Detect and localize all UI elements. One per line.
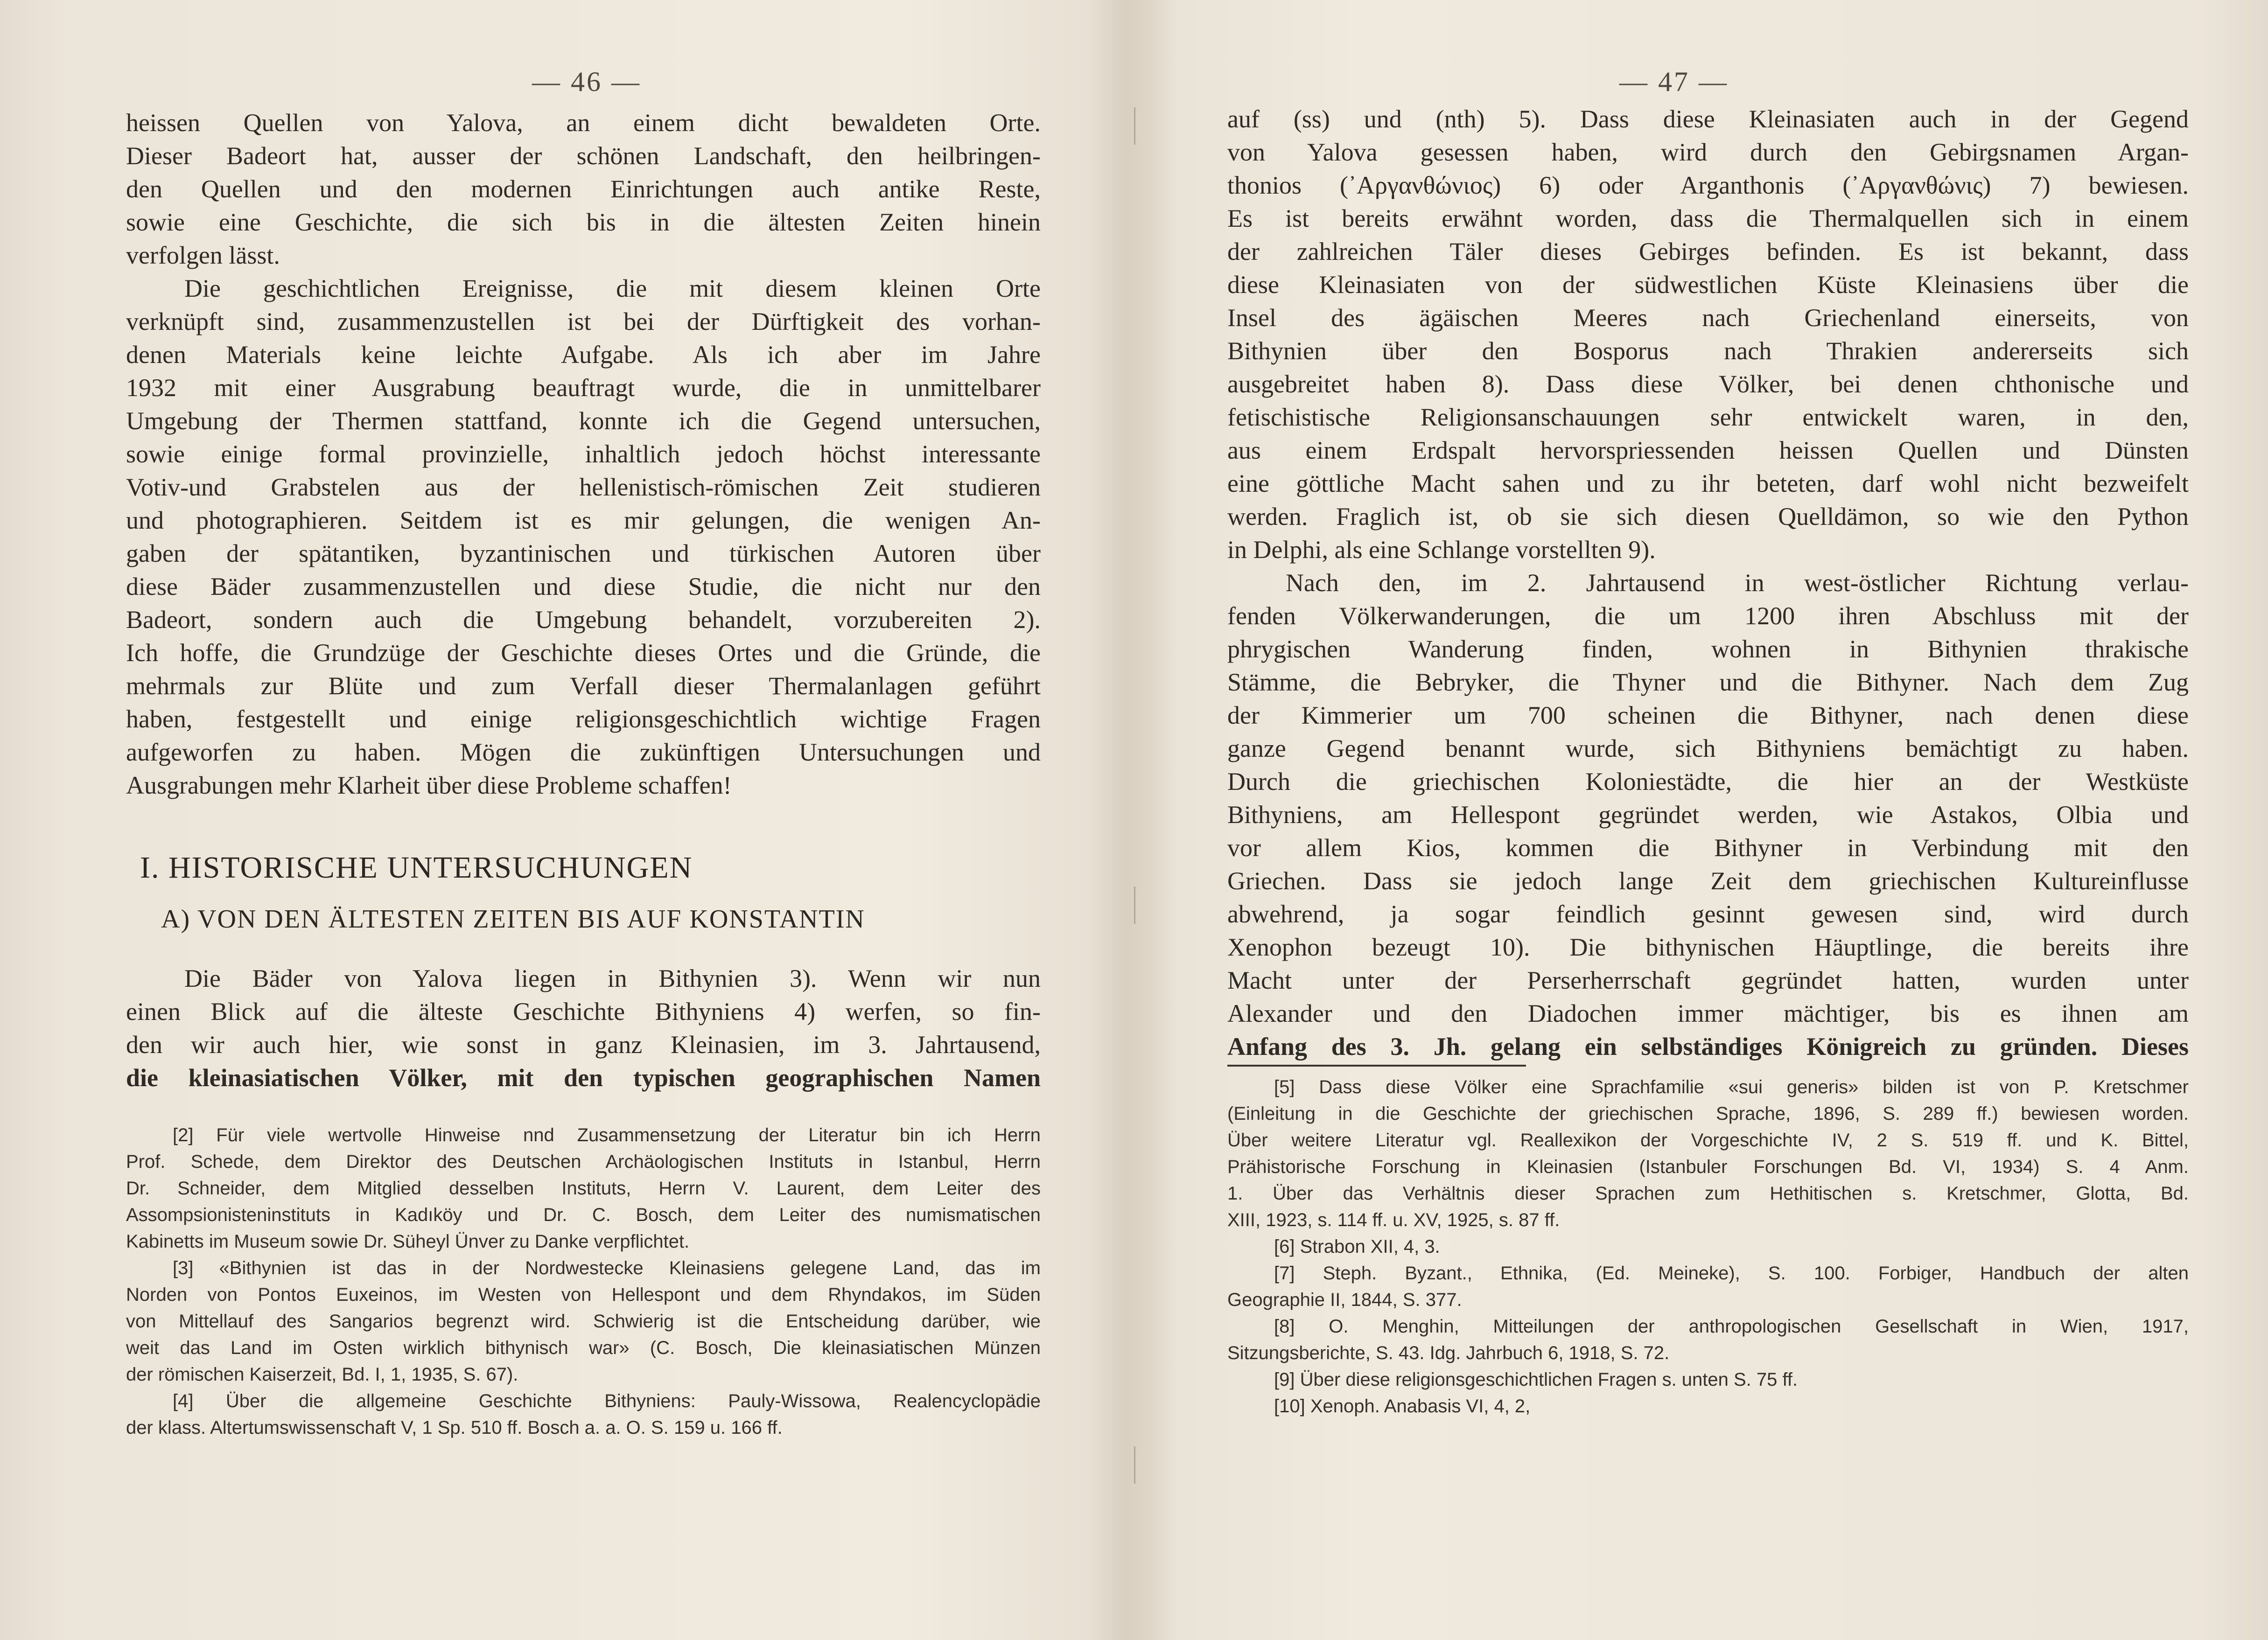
text-line: abwehrend, ja sogar feindlich gesinnt gewesen sind, wird durch [1227, 900, 2189, 928]
text-line: eine göttliche Macht sahen und zu ihr beteten, darf wohl nicht bezweifelt [1227, 469, 2189, 497]
body-text [126, 106, 1041, 802]
text-line: Badeort, sondern auch die Umgebung behandelt, vorzubereiten 2). [126, 606, 1041, 634]
footnote-line: Über weitere Literatur vgl. Reallexikon der Vorgeschichte IV, 2 S. 519 ff. und K. Bittel, [1227, 1130, 2189, 1151]
text-line: fenden Völkerwanderungen, die um 1200 ihren Abschluss mit der [1227, 602, 2189, 630]
text-line: gaben der spätantiken, byzantinischen und türkischen Autoren über [126, 539, 1041, 567]
footnote-line: Prähistorische Forschung in Kleinasien (Istanbuler Forschungen Bd. VI, 1934) S. 4 Anm. [1227, 1157, 2189, 1177]
text-line: Durch die griechischen Koloniestädte, die hier an der Westküste [1227, 768, 2189, 796]
text-line: ganze Gegend benannt wurde, sich Bithyniens bemächtigt zu haben. [1227, 734, 2189, 762]
page-number: — 46 — [532, 66, 641, 97]
text-line: Xenophon bezeugt 10). Die bithynischen Häuptlinge, die bereits ihre [1227, 933, 2189, 961]
text-line: aus einem Erdspalt hervorspriessenden heissen Quellen und Dünsten [1227, 436, 2189, 464]
text-line: Anfang des 3. Jh. gelang ein selbständiges Königreich zu gründen. Dieses [1227, 1033, 2189, 1061]
footnote-line: [6] Strabon XII, 4, 3. [1274, 1236, 1440, 1257]
text-line: der Kimmerier um 700 scheinen die Bithyner, nach denen diese [1227, 701, 2189, 729]
footnote-line: Sitzungsberichte, S. 43. Idg. Jahrbuch 6, 1918, S. 72. [1227, 1343, 1670, 1363]
text-line: Es ist bereits erwähnt worden, dass die Thermalquellen sich in einem [1227, 204, 2189, 232]
text-line: werden. Fraglich ist, ob sie sich diesen Quelldämon, so wie den Python [1227, 502, 2189, 530]
footnote-line: [8] O. Menghin, Mitteilungen der anthropologischen Gesellschaft in Wien, 1917, [1274, 1316, 2189, 1337]
text-line: Insel des ägäischen Meeres nach Griechenland einerseits, von [1227, 304, 2189, 332]
text-line: Alexander und den Diadochen immer mächtiger, bis es ihnen am [1227, 999, 2189, 1027]
text-line: Bithynien über den Bosporus nach Thrakien andererseits sich [1227, 337, 2189, 365]
text-line: Bithyniens, am Hellespont gegründet werden, wie Astakos, Olbia und [1227, 801, 2189, 829]
text-line: Griechen. Dass sie jedoch lange Zeit dem griechischen Kultureinflusse [1227, 867, 2189, 895]
text-line: thonios (᾽Αργανθώνιος) 6) oder Arganthonis (᾽Αργανθώνις) 7) bewiesen. [1227, 171, 2189, 199]
footnote-line: weit das Land im Osten wirklich bithynisch war» (C. Bosch, Die kleinasiatischen Münzen [126, 1338, 1041, 1358]
text-line: Macht unter der Perserherrschaft gegründet hatten, wurden unter [1227, 966, 2189, 994]
footnote-line: von Mittellauf des Sangarios begrenzt wird. Schwierig ist die Entscheidung darüber, wie [126, 1311, 1041, 1332]
text-line: Ich hoffe, die Grundzüge der Geschichte dieses Ortes und die Gründe, die [126, 639, 1041, 667]
text-line: den wir auch hier, wie sonst in ganz Kleinasien, im 3. Jahrtausend, [126, 1031, 1041, 1059]
text-line: diese Kleinasiaten von der südwestlichen Küste Kleinasiens über die [1227, 271, 2189, 299]
text-line: verfolgen lässt. [126, 241, 280, 269]
text-line: sowie eine Geschichte, die sich bis in die ältesten Zeiten hinein [126, 208, 1041, 236]
text-line: phrygischen Wanderung finden, wohnen in Bithynien thrakische [1227, 635, 2189, 663]
text-line: Nach den, im 2. Jahrtausend in west-östlicher Richtung verlau- [1286, 569, 2189, 597]
footnote-line: Prof. Schede, dem Direktor des Deutschen Archäologischen Instituts in Istanbul, Herrn [126, 1151, 1041, 1172]
body-text [1227, 103, 2189, 1063]
right-page [1134, 0, 2268, 1640]
text-line: 1932 mit einer Ausgrabung beauftragt wurde, die in unmittelbarer [126, 374, 1041, 402]
footnote-line: Kabinetts im Museum sowie Dr. Süheyl Ünver zu Danke verpflichtet. [126, 1231, 690, 1252]
footnote-line: [5] Dass diese Völker eine Sprachfamilie «sui generis» bilden ist von P. Kretschmer [1274, 1077, 2189, 1097]
text-line: Die geschichtlichen Ereignisse, die mit diesem kleinen Orte [184, 274, 1041, 302]
footnote-line: [10] Xenoph. Anabasis VI, 4, 2, [1274, 1396, 1531, 1417]
footnote-line: Geographie II, 1844, S. 377. [1227, 1290, 1462, 1310]
text-line: verknüpft sind, zusammenzustellen ist bei der Dürftigkeit des vorhan- [126, 307, 1041, 335]
footnote-line: der klass. Altertumswissenschaft V, 1 Sp. 510 ff. Bosch a. a. O. S. 159 u. 166 ff. [126, 1417, 783, 1438]
text-line: und photographieren. Seitdem ist es mir gelungen, die wenigen An- [126, 506, 1041, 534]
text-line: diese Bäder zusammenzustellen und diese Studie, die nicht nur den [126, 572, 1041, 600]
footnote-line: [2] Für viele wertvolle Hinweise nnd Zusammensetzung der Literatur bin ich Herrn [173, 1125, 1041, 1145]
footnotes [126, 1122, 1041, 1441]
text-line: Ausgrabungen mehr Klarheit über diese Probleme schaffen! [126, 771, 732, 799]
text-line: sowie einige formal provinzielle, inhaltlich jedoch höchst interessante [126, 440, 1041, 468]
text-line: Dieser Badeort hat, ausser der schönen Landschaft, den heilbringen- [126, 142, 1041, 170]
text-line: mehrmals zur Blüte und zum Verfall dieser Thermalanlagen geführt [126, 672, 1041, 700]
text-line: der zahlreichen Täler dieses Gebirges befinden. Es ist bekannt, dass [1227, 237, 2189, 265]
text-line: Die Bäder von Yalova liegen in Bithynien 3). Wenn wir nun [184, 964, 1041, 992]
footnote-line: Norden von Pontos Euxeinos, im Westen von Hellespont und dem Rhyndakos, im Süden [126, 1284, 1041, 1305]
footnote-line: der römischen Kaiserzeit, Bd. I, 1, 1935, S. 67). [126, 1364, 518, 1385]
footnote-line: [4] Über die allgemeine Geschichte Bithyniens: Pauly-Wissowa, Realencyclopädie [173, 1391, 1041, 1411]
text-line: Umgebung der Thermen stattfand, konnte ich die Gegend untersuchen, [126, 407, 1041, 435]
footnote-line: [3] «Bithynien ist das in der Nordwestecke Kleinasiens gelegene Land, das im [173, 1258, 1041, 1278]
footnote-rule [1227, 1065, 1526, 1067]
footnote-line: XIII, 1923, s. 114 ff. u. XV, 1925, s. 87 ff. [1227, 1210, 1560, 1230]
text-line: haben, festgestellt und einige religionsgeschichtlich wichtige Fragen [126, 705, 1041, 733]
footnote-line: [7] Steph. Byzant., Ethnika, (Ed. Meineke), S. 100. Forbiger, Handbuch der alten [1274, 1263, 2189, 1284]
footnotes [1227, 1074, 2189, 1420]
footnote-line: [9] Über diese religionsgeschichtlichen Fragen s. unten S. 75 ff. [1274, 1369, 1798, 1390]
section-text [126, 962, 1041, 1095]
footnote-line: (Einleitung in die Geschichte der griechischen Sprache, 1896, S. 289 ff.) bewiesen worden. [1227, 1103, 2189, 1124]
text-line: den Quellen und den modernen Einrichtungen auch antike Reste, [126, 175, 1041, 203]
text-line: Stämme, die Bebryker, die Thyner und die Bithyner. Nach dem Zug [1227, 668, 2189, 696]
text-line: aufgeworfen zu haben. Mögen die zukünftigen Untersuchungen und [126, 738, 1041, 766]
section-heading: I. HISTORISCHE UNTERSUCHUNGEN [140, 851, 693, 885]
subsection-heading: A) VON DEN ÄLTESTEN ZEITEN BIS AUF KONSTANTIN [161, 905, 865, 934]
footnote-line: 1. Über das Verhältnis dieser Sprachen zum Hethitischen s. Kretschmer, Glotta, Bd. [1227, 1183, 2189, 1204]
text-line: von Yalova gesessen haben, wird durch den Gebirgsnamen Argan- [1227, 138, 2189, 166]
page-number: — 47 — [1619, 66, 1729, 97]
footnote-line: Dr. Schneider, dem Mitglied desselben Instituts, Herrn V. Laurent, dem Leiter des [126, 1178, 1041, 1199]
text-line: ausgebreitet haben 8). Dass diese Völker, bei denen chthonische und [1227, 370, 2189, 398]
footnote-line: Assompsionisteninstituts in Kadıköy und Dr. C. Bosch, dem Leiter des numismatischen [126, 1205, 1041, 1225]
text-line: vor allem Kios, kommen die Bithyner in Verbindung mit den [1227, 834, 2189, 862]
text-line: fetischistische Religionsanschauungen sehr entwickelt waren, in den, [1227, 403, 2189, 431]
text-line: einen Blick auf die älteste Geschichte Bithyniens 4) werfen, so fin- [126, 998, 1041, 1026]
text-line: denen Materials keine leichte Aufgabe. Als ich aber im Jahre [126, 341, 1041, 369]
text-line: Votiv-und Grabstelen aus der hellenistisch-römischen Zeit studieren [126, 473, 1041, 501]
text-line: die kleinasiatischen Völker, mit den typischen geographischen Namen [126, 1064, 1041, 1092]
text-line: in Delphi, als eine Schlange vorstellten 9). [1227, 536, 1656, 564]
text-line: auf (ss) und (nth) 5). Dass diese Kleinasiaten auch in der Gegend [1227, 105, 2189, 133]
text-line: heissen Quellen von Yalova, an einem dicht bewaldeten Orte. [126, 109, 1041, 137]
